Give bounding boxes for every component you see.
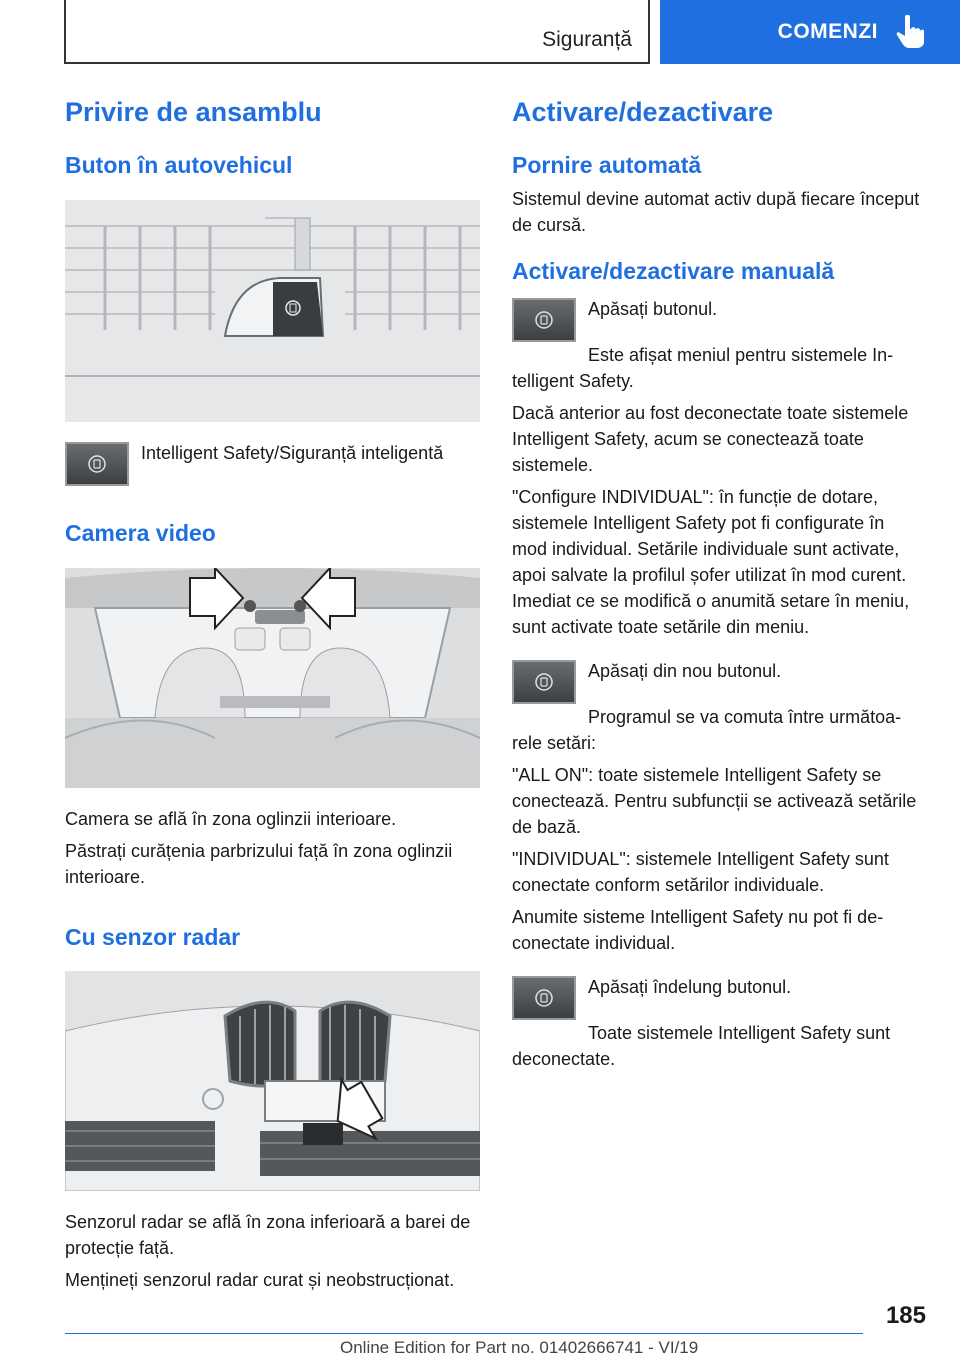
camera-paragraph-1: Camera se află în zona oglinzii interioare. — [65, 808, 397, 829]
camera-location-illustration — [65, 568, 480, 788]
radar-heading: Cu senzor radar — [65, 923, 241, 950]
hand-pointer-icon — [896, 15, 924, 49]
radar-paragraph-2: Mențineți senzorul radar curat și neobstrucționat. — [65, 1270, 455, 1291]
footer-divider — [65, 1333, 863, 1334]
header-section-box — [64, 0, 650, 64]
radar-sensor-illustration — [65, 971, 480, 1191]
dashboard-button-illustration — [65, 200, 480, 422]
camera-heading: Camera video — [65, 519, 216, 546]
overview-title: Privire de ansamblu — [65, 97, 322, 127]
chapter-tab-label: COMENZI — [777, 20, 878, 43]
step-3-row — [512, 974, 924, 1020]
section-title: Siguranță — [542, 28, 632, 51]
right-paragraph-2: "Configure INDIVIDUAL": în funcție de dotare, sistemele Intelligent Safety pot fi configurate în mod individual. Setările individuale sunt activate, apoi salvate la profilul șofer utilizat în mod curent. Imediat ce se modifică o anumită setare în meniu, sunt activate toate setările din meniu. — [512, 486, 910, 637]
right-column — [512, 96, 924, 1078]
radar-paragraph-1: Senzorul radar se află în zona inferioară a barei de protecție față. — [65, 1212, 471, 1259]
step-2-result: Programul se va comuta între următoarele setări: — [512, 706, 902, 753]
button-heading: Buton în autovehicul — [65, 152, 293, 179]
right-paragraph-3: "ALL ON": toate sistemele Intelligent Safety se conectează. Pentru subfuncții se activează setările de bază. — [512, 764, 917, 837]
right-paragraph-5: Anumite sisteme Intelligent Safety nu pot fi deconectate individual. — [512, 906, 884, 953]
intelligent-safety-button-icon — [65, 442, 129, 486]
safety-button-caption-row — [65, 440, 480, 486]
auto-start-heading: Pornire automată — [512, 152, 702, 179]
step-1-action: Apăsați butonul. — [588, 298, 718, 319]
camera-paragraph-2: Păstrați curățenia parbrizului față în zona oglinzii interioare. — [65, 840, 453, 887]
edition-text: Online Edition for Part no. 01402666741 - VI/19 — [340, 1338, 699, 1357]
step-3-action: Apăsați îndelung butonul. — [588, 976, 792, 997]
step-2-action: Apăsați din nou butonul. — [588, 660, 782, 681]
page-header — [0, 0, 960, 66]
step-1-row — [512, 296, 924, 342]
activation-title: Activare/dezactivare — [512, 97, 774, 127]
auto-start-paragraph: Sistemul devine automat activ după fiecare încеput de cursă. — [512, 188, 920, 235]
safety-button-caption: Intelligent Safety/Siguranță inteligentă — [141, 442, 444, 463]
manual-heading: Activare/dezactivare manuală — [512, 257, 835, 284]
step-1-result: Este afișat meniul pentru sistemele Intelligent Safety. — [512, 344, 894, 391]
right-paragraph-4: "INDIVIDUAL": sistemele Intelligent Safety sunt conectate conform setărilor individuale. — [512, 848, 889, 895]
intelligent-safety-button-icon-step1 — [512, 298, 576, 342]
right-paragraph-1: Dacă anterior au fost deconectate toate sistemele Intelligent Safety, acum se conectează toate sistemele. — [512, 402, 909, 475]
step-3-result: Toate sistemele Intelligent Safety sunt deconectate. — [512, 1022, 891, 1069]
intelligent-safety-button-icon-step2 — [512, 660, 576, 704]
left-column — [65, 96, 480, 1299]
intelligent-safety-button-icon-step3 — [512, 976, 576, 1020]
step-2-row — [512, 658, 924, 704]
page-number: 185 — [885, 1302, 926, 1329]
chapter-tab[interactable] — [660, 0, 960, 64]
